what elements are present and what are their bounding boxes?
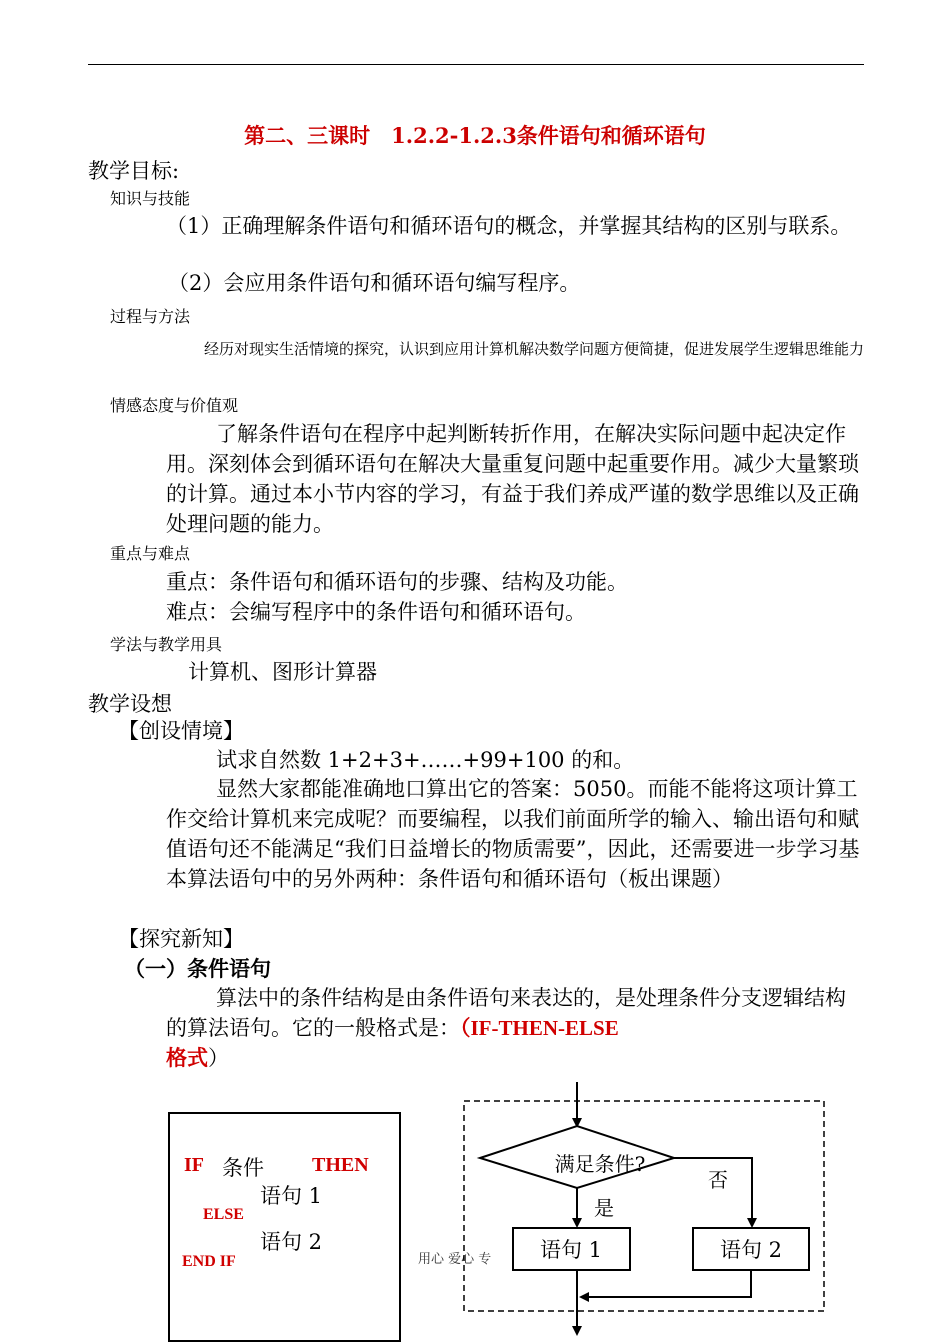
format-suffix: 格式 (166, 1045, 208, 1070)
code-statement-1: 语句 1 (260, 1184, 323, 1208)
footer-text: 用心 爱心 专 (418, 1252, 492, 1267)
situation-paragraph: 显然大家都能准确地口算出它的答案：5050。而能不能将这项计算工作交给计算机来完成呢？而要编程，以我们前面所学的输入、输出语句和赋值语句还不能满足“我们日益增长的物质需要”，因此，还需要进一步学习基本算法语句中的另外两种：条件语句和循环语句（板出课题） (166, 777, 860, 891)
explore-text-body: 算法中的条件结构是由条件语句来表达的，是处理条件分支逻辑结构的算法语句。它的一般格式是： (166, 986, 846, 1040)
situation-heading: 【创设情境】 (118, 719, 244, 743)
code-if: IF (184, 1154, 204, 1176)
statement-2-label: 语句 2 (719, 1238, 783, 1262)
situation-line-1: 试求自然数 1+2+3+……+99+100 的和。 (216, 748, 635, 772)
explore-heading: 【探究新知】 (118, 927, 244, 951)
knowledge-heading: 知识与技能 (110, 189, 191, 208)
tools-heading: 学法与教学用具 (110, 635, 223, 654)
yes-label: 是 (594, 1196, 614, 1220)
keypoints-heading: 重点与难点 (110, 544, 191, 563)
format-name: （IF-THEN-ELSE (460, 1016, 619, 1040)
code-end-if: END IF (182, 1253, 236, 1270)
difficulty-point: 难点：会编写程序中的条件语句和循环语句。 (166, 600, 586, 624)
objectives-heading: 教学目标: (88, 159, 180, 183)
code-condition: 条件 (222, 1156, 264, 1180)
knowledge-item-1: （1）正确理解条件语句和循环语句的概念，并掌握其结构的区别与联系。 (166, 214, 852, 238)
section-conditional: （一）条件语句 (124, 956, 271, 981)
knowledge-item-2: （2）会应用条件语句和循环语句编写程序。 (168, 271, 581, 295)
tools-text: 计算机、图形计算器 (188, 660, 377, 684)
code-then: THEN (312, 1154, 369, 1176)
emotion-heading: 情感态度与价值观 (110, 396, 239, 415)
flow-arrow-merge (581, 1270, 751, 1297)
design-heading: 教学设想 (88, 692, 172, 716)
condition-label: 满足条件? (554, 1152, 646, 1176)
code-else: ELSE (203, 1206, 244, 1223)
flowchart-dashed-frame (464, 1101, 824, 1311)
process-text: 经历对现实生活情境的探究，认识到应用计算机解决数学问题方便简捷，促进发展学生逻辑思维能力 (204, 340, 865, 358)
process-heading: 过程与方法 (110, 307, 191, 326)
key-point: 重点：条件语句和循环语句的步骤、结构及功能。 (166, 570, 628, 594)
emotion-text: 了解条件语句在程序中起判断转折作用，在解决实际问题中起决定作用。深刻体会到循环语句在解决大量重复问题中起重要作用。减少大量繁琐的计算。通过本小节内容的学习，有益于我们养成严谨的数学思维以及正确处理问题的能力。 (166, 422, 859, 536)
format-close: ） (208, 1046, 229, 1070)
statement-1-label: 语句 1 (539, 1238, 603, 1262)
no-label: 否 (708, 1168, 728, 1192)
page-title: 第二、三课时 1.2.2-1.2.3条件语句和循环语句 (244, 123, 706, 148)
code-statement-2: 语句 2 (260, 1230, 323, 1254)
